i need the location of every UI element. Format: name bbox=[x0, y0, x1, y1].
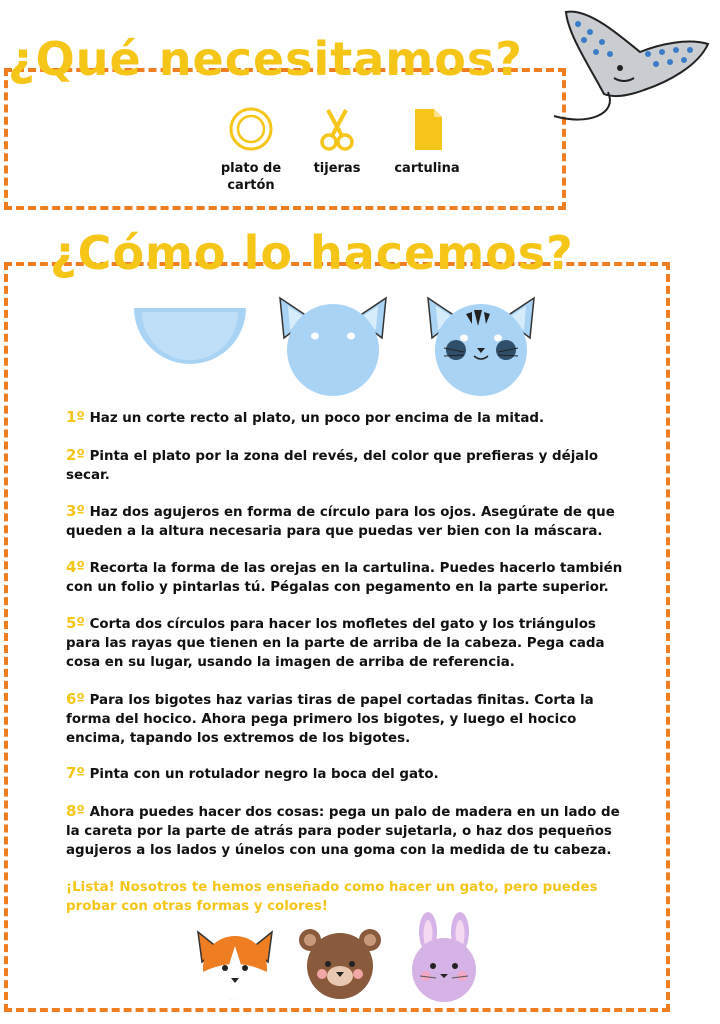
materials-title: ¿Qué necesitamos? bbox=[8, 32, 523, 86]
step-8 bbox=[66, 802, 626, 860]
step-2 bbox=[66, 446, 626, 485]
step-number: 8º bbox=[66, 802, 85, 820]
step-4 bbox=[66, 558, 626, 597]
plate-icon bbox=[206, 106, 296, 152]
mask-step-1-illustration bbox=[130, 302, 250, 398]
step-text: Recorta la forma de las orejas en la cartulina. Puedes hacerlo también con un folio y pintarlas tú. Pégalas con pegamento en la parte superior. bbox=[66, 561, 623, 595]
step-number: 3º bbox=[66, 502, 85, 520]
fox-mask-illustration bbox=[192, 928, 278, 1002]
material-paper bbox=[382, 106, 472, 177]
material-label: tijeras bbox=[313, 161, 361, 176]
step-1 bbox=[66, 408, 626, 428]
material-plate bbox=[206, 106, 296, 194]
paper-icon bbox=[382, 106, 472, 152]
step-text: Pinta el plato por la zona del revés, del color que prefieras y déjalo secar. bbox=[66, 449, 599, 483]
step-text: Haz un corte recto al plato, un poco por encima de la mitad. bbox=[89, 411, 545, 426]
step-number: 5º bbox=[66, 614, 85, 632]
mask-step-3-illustration bbox=[418, 292, 544, 398]
step-5 bbox=[66, 614, 626, 672]
step-number: 6º bbox=[66, 690, 85, 708]
step-number: 4º bbox=[66, 558, 85, 576]
step-text: Para los bigotes haz varias tiras de papel cortadas finitas. Corta la forma del hocico. Ahora pega primero los bigotes, y luego el hocico encima, tapando los extremos de los bigotes. bbox=[66, 693, 594, 746]
step-3 bbox=[66, 502, 626, 541]
material-label: cartulina bbox=[394, 161, 460, 176]
scissors-icon bbox=[292, 106, 382, 152]
step-7 bbox=[66, 764, 626, 784]
mask-step-2-illustration bbox=[270, 292, 396, 398]
step-text: Haz dos agujeros en forma de círculo para los ojos. Asegúrate de que queden a la altura necesaria para que puedas ver bien con la máscara. bbox=[66, 505, 615, 539]
step-text: Pinta con un rotulador negro la boca del gato. bbox=[89, 767, 439, 782]
step-text: Ahora puedes hacer dos cosas: pega un palo de madera en un lado de la careta por la parte de atrás para poder sujetarla, o haz dos pequeños agujeros a los lados y únelos con una goma con la medida de tu cabeza. bbox=[66, 805, 620, 858]
step-number: 1º bbox=[66, 408, 85, 426]
step-number: 7º bbox=[66, 764, 85, 782]
bear-mask-illustration bbox=[296, 926, 384, 1002]
instructions-title: ¿Cómo lo hacemos? bbox=[50, 226, 574, 280]
material-scissors bbox=[292, 106, 382, 177]
bunny-mask-illustration bbox=[402, 910, 486, 1004]
step-text: Corta dos círculos para hacer los mofletes del gato y los triángulos para las rayas que tienen en la parte de arriba de la cabeza. Pega cada cosa en su lugar, usando la imagen de arriba de referencia. bbox=[66, 617, 605, 670]
step-6 bbox=[66, 690, 626, 748]
stingray-illustration bbox=[548, 4, 716, 136]
closing-text: ¡Lista! Nosotros te hemos enseñado como hacer un gato, pero puedes probar con otras formas y colores! bbox=[66, 880, 598, 914]
material-label: plato de cartón bbox=[220, 161, 282, 193]
step-number: 2º bbox=[66, 446, 85, 464]
